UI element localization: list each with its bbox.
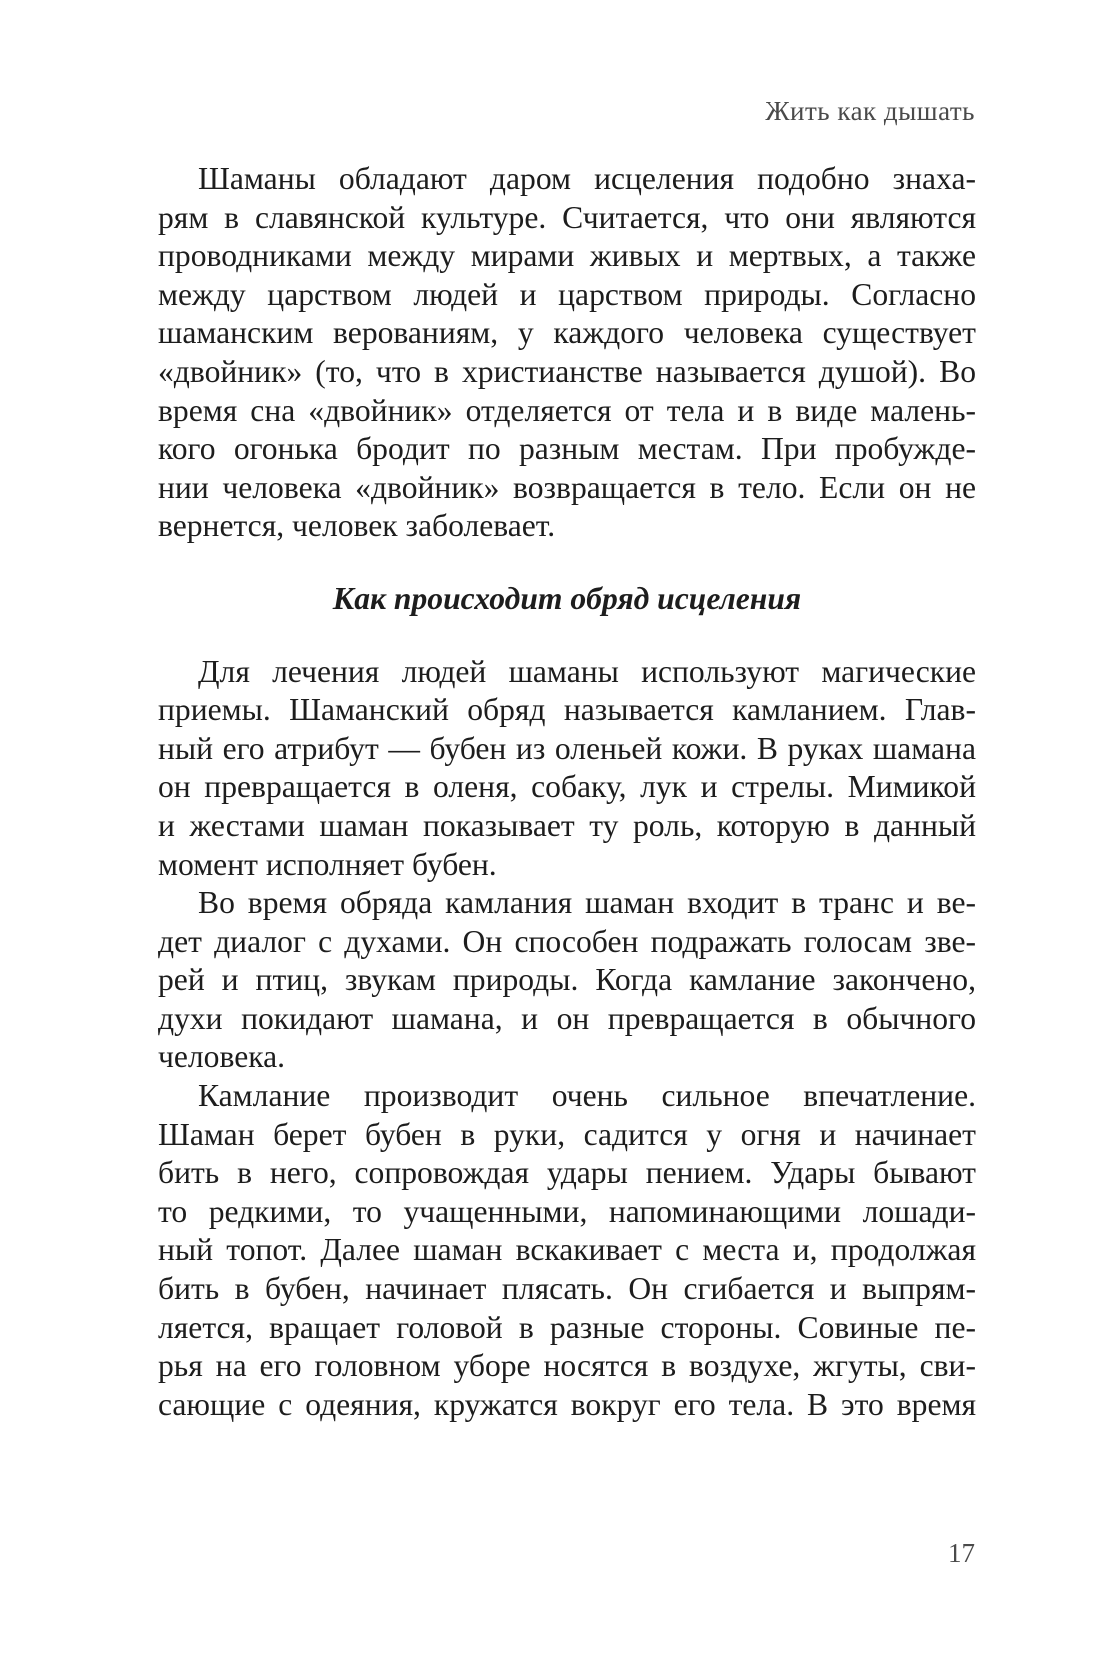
text-line: Камлание производит очень сильное впечатление.: [198, 1078, 976, 1114]
paragraph-2: [158, 653, 976, 885]
text-line: человека.: [158, 1039, 286, 1075]
text-line: бить в бубен, начинает плясать. Он сгибается и выпрям-: [158, 1271, 976, 1307]
body-text: [158, 160, 976, 1424]
text-line: духи покидают шамана, и он превращается в обычного: [158, 1000, 976, 1036]
page-number: 17: [948, 1538, 975, 1568]
text-line: нии человека «двойник» возвращается в тело. Если он не: [158, 469, 976, 505]
text-line: ный топот. Далее шаман вскакивает с места и, продолжая: [158, 1232, 976, 1268]
section-heading: Как происходит обряд исцеления: [332, 580, 802, 616]
text-line: сающие с одеяния, кружатся вокруг его тела. В это время: [158, 1386, 976, 1422]
text-line: между царством людей и царством природы. Согласно: [158, 276, 976, 312]
text-line: вернется, человек заболевает.: [158, 508, 556, 544]
text-line: бить в него, сопровождая удары пением. Удары бывают: [158, 1155, 976, 1191]
text-line: Шаман берет бубен в руки, садится у огня и начинает: [158, 1116, 976, 1152]
text-line: рья на его головном уборе носятся в воздухе, жгуты, сви-: [158, 1348, 976, 1384]
text-line: Шаманы обладают даром исцеления подобно знаха-: [198, 161, 976, 196]
text-line: время сна «двойник» отделяется от тела и в виде малень-: [158, 392, 976, 428]
text-line: и жестами шаман показывает ту роль, которую в данный: [158, 807, 976, 843]
text-line: ляется, вращает головой в разные стороны. Совиные пе-: [158, 1309, 976, 1345]
text-line: Во время обряда камлания шаман входит в транс и ве-: [198, 885, 976, 921]
text-line: дет диалог с духами. Он способен подражать голосам зве-: [158, 923, 976, 959]
text-line: ный его атрибут — бубен из оленьей кожи. В руках шамана: [158, 730, 976, 766]
text-line: момент исполняет бубен.: [158, 846, 497, 882]
text-line: проводниками между мирами живых и мертвых, а также: [158, 238, 976, 274]
text-line: «двойник» (то, что в христианстве называется душой). Во: [158, 353, 976, 389]
text-line: то редкими, то учащенными, напоминающими лошади-: [158, 1193, 976, 1229]
running-head: Жить как дышать: [765, 96, 975, 126]
text-line: рям в славянской культуре. Считается, что они являются: [158, 199, 976, 235]
text-line: приемы. Шаманский обряд называется камланием. Глав-: [158, 692, 976, 728]
paragraph-3: [158, 884, 976, 1077]
text-line: шаманским верованиям, у каждого человека существует: [158, 315, 976, 351]
text-line: рей и птиц, звукам природы. Когда камлание закончено,: [158, 962, 976, 998]
text-line: Для лечения людей шаманы используют магические: [198, 653, 976, 689]
paragraph-4: [158, 1077, 976, 1424]
paragraph-1: [158, 160, 976, 546]
text-line: кого огонька бродит по разным местам. При пробужде-: [158, 431, 976, 467]
text-line: он превращается в оленя, собаку, лук и стрелы. Мимикой: [158, 769, 976, 805]
